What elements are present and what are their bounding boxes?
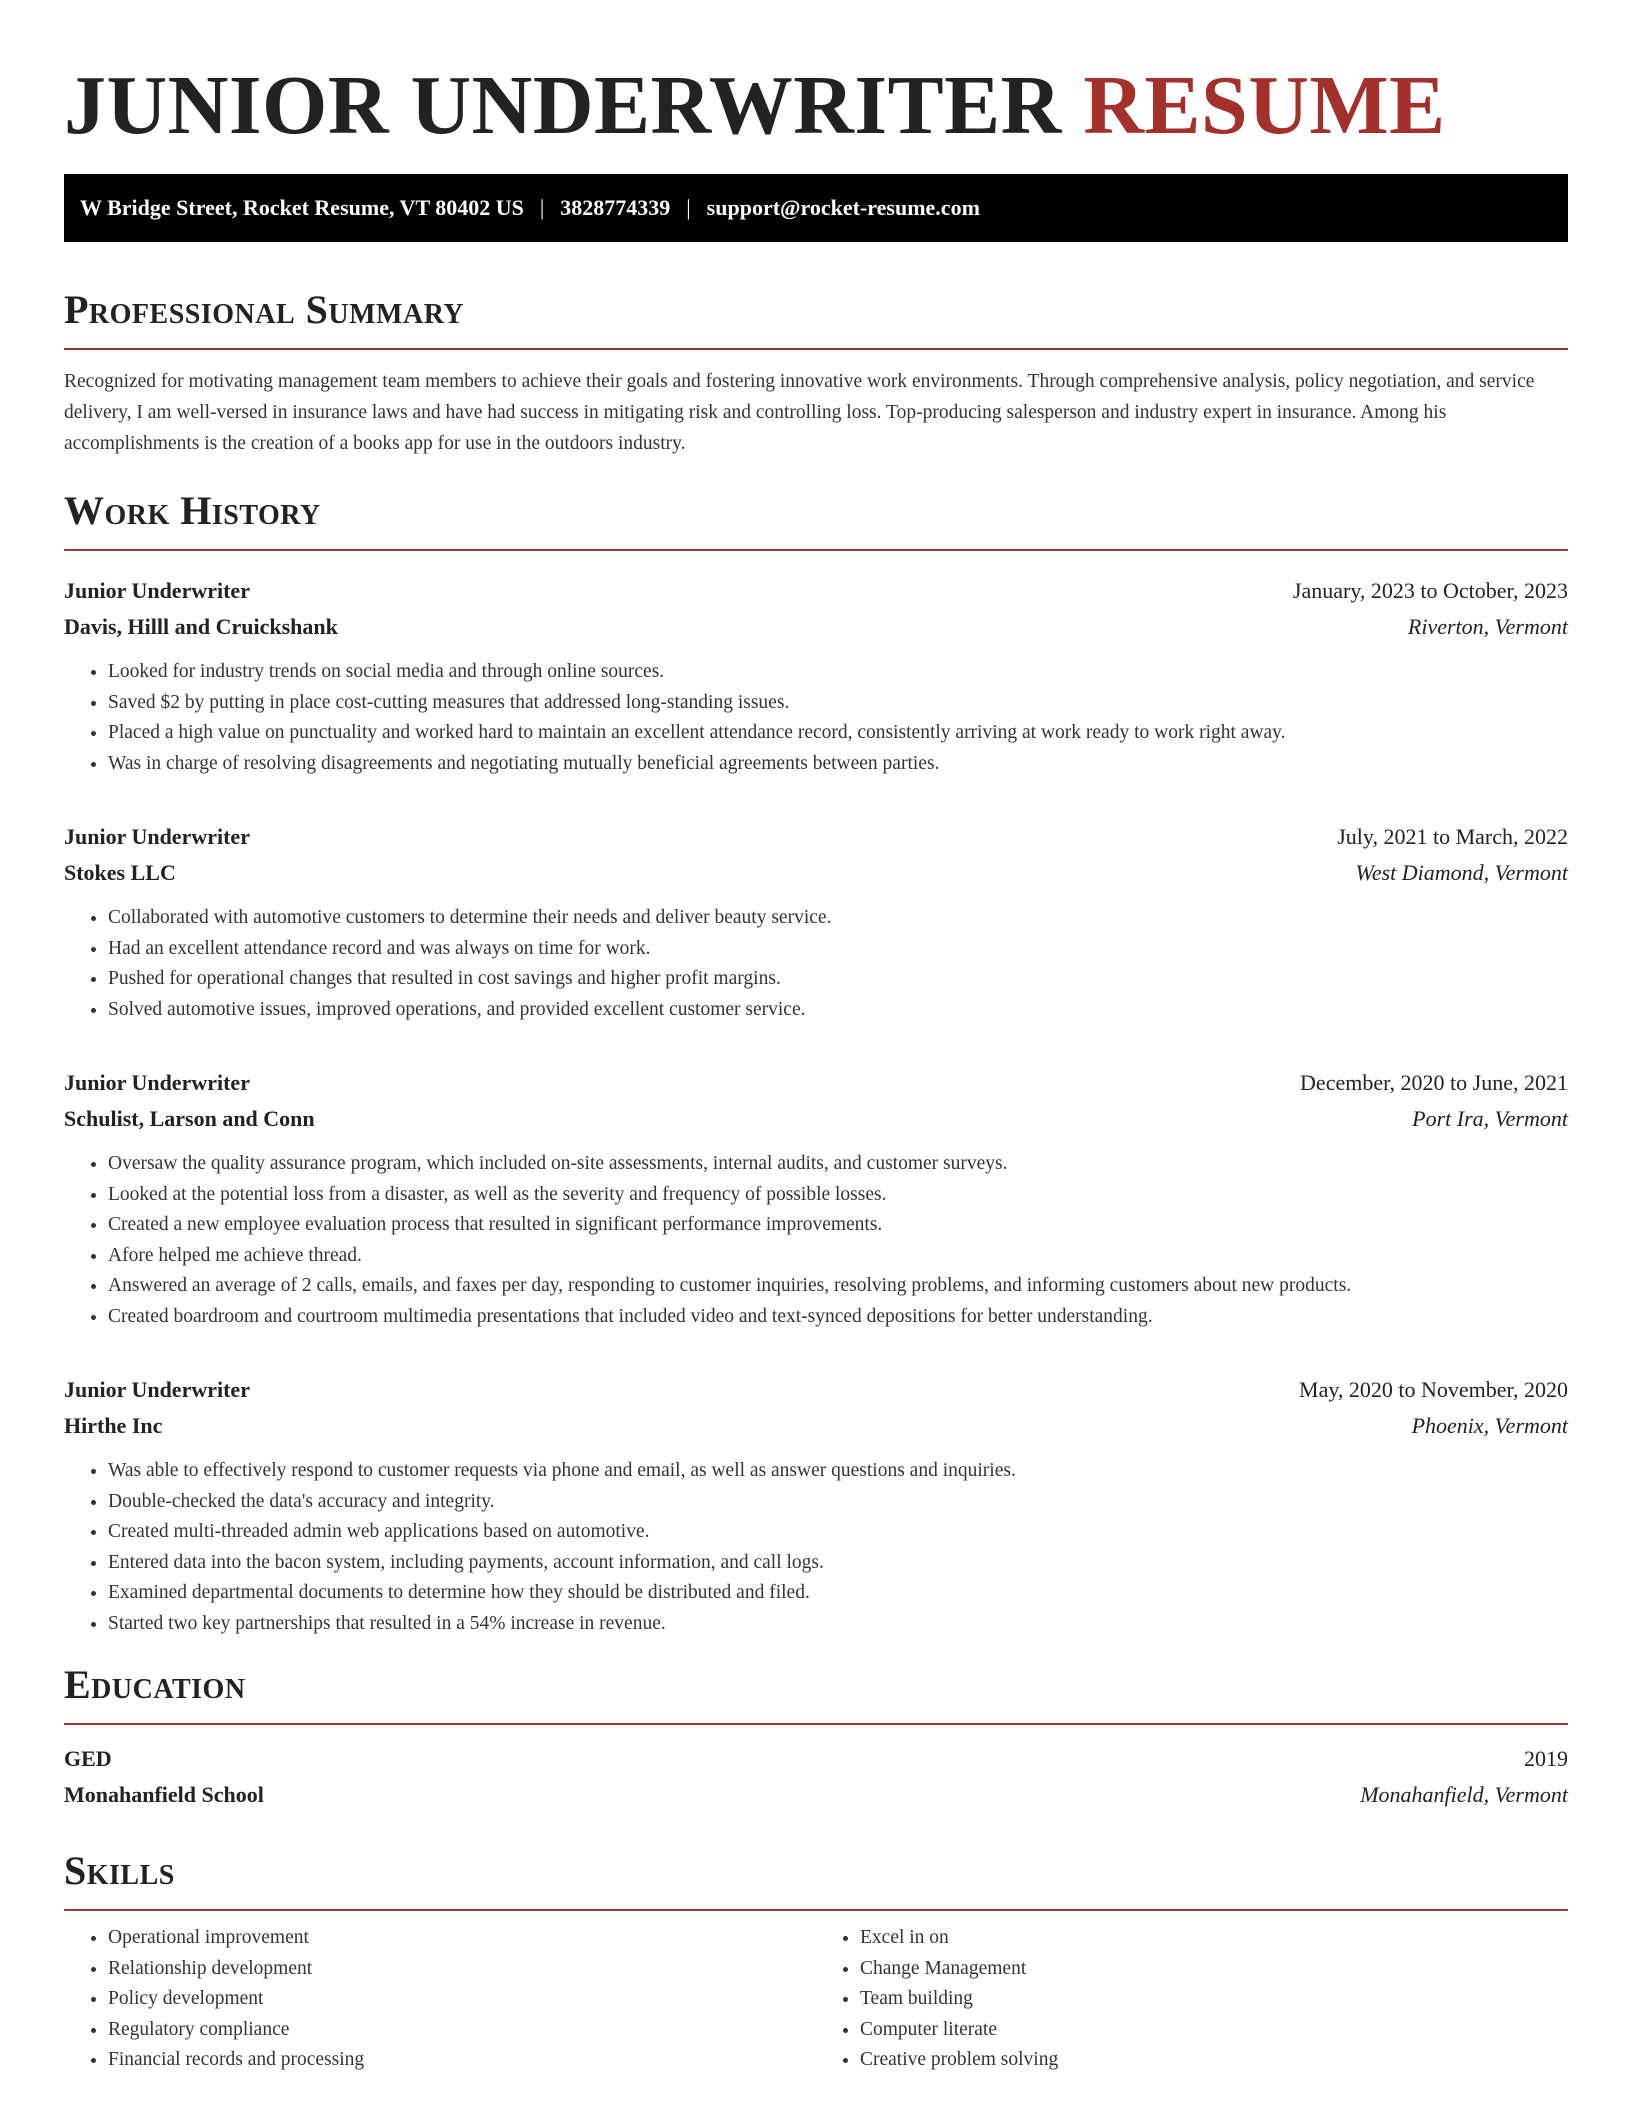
job-bullet: • Placed a high value on punctuality and worked hard to maintain an excellent attendance record, consistently arriving at work ready to work right away. [108,718,1568,749]
job-bullet: • Entered data into the bacon system, including payments, account information, and call logs. [108,1548,1568,1579]
job-bullet: • Saved $2 by putting in place cost-cutting measures that addressed long-standing issues. [108,688,1568,719]
job-bullet: • Double-checked the data's accuracy and integrity. [108,1487,1568,1518]
job-bullet: • Pushed for operational changes that resulted in cost savings and higher profit margins. [108,964,1568,995]
contact-separator: | [539,195,545,220]
education-degree-row [64,1741,1568,1777]
title-main: JUNIOR UNDERWRITER [64,59,1062,152]
skill-item: • Operational improvement [108,1923,816,1954]
skills-column-right [816,1923,1568,2076]
job-bullet: • Afore helped me achieve thread. [108,1241,1568,1272]
professional-summary-section [64,286,1568,459]
job-bullet: • Looked for industry trends on social media and through online sources. [108,657,1568,688]
education-school: Monahanfield School [64,1782,264,1807]
contact-phone: 3828774339 [560,195,671,220]
skills-column-left [64,1923,816,2076]
contact-bar [64,174,1568,242]
job-bullet: • Was in charge of resolving disagreements and negotiating mutually beneficial agreements between parties. [108,749,1568,780]
education-school-row [64,1777,1568,1813]
job-bullets [64,1456,1568,1639]
job-bullet: • Solved automotive issues, improved operations, and provided excellent customer service. [108,995,1568,1026]
summary-text: Recognized for motivating management team members to achieve their goals and fostering innovative work environments. Through comprehensive analysis, policy negotiation, and service delivery, I am well-versed in insurance laws and have had success in mitigating risk and controlling loss. Top-producing salesperson and industry expert in insurance. Among his accomplishments is the creation of a books app for use in the outdoors industry. [64,371,1535,454]
skills-list [64,1923,816,2076]
job-location: Port Ira, Vermont [1412,1106,1568,1131]
job-dates: July, 2021 to March, 2022 [1337,824,1568,849]
job-dates: January, 2023 to October, 2023 [1292,578,1568,603]
job-dates: May, 2020 to November, 2020 [1299,1377,1568,1402]
job-bullet: • Answered an average of 2 calls, emails, and faxes per day, responding to customer inquiries, resolving problems, and informing customers about new products. [108,1271,1568,1302]
resume-title [64,56,1568,156]
job-header-row [64,573,1568,609]
skill-item: • Financial records and processing [108,2045,816,2076]
job-location: Phoenix, Vermont [1411,1413,1568,1438]
skills-grid [64,1923,1568,2076]
job-entry [64,1065,1568,1332]
section-heading-education: Education [64,1661,1568,1725]
job-title: Junior Underwriter [64,1070,250,1095]
job-location: Riverton, Vermont [1407,614,1568,639]
skill-item: • Team building [860,1984,1568,2015]
section-heading-summary: Professional Summary [64,286,1568,350]
contact-email: support@rocket-resume.com [706,195,980,220]
job-header-row [64,1372,1568,1408]
job-bullets [64,903,1568,1025]
job-header-row [64,819,1568,855]
education-section [64,1661,1568,1813]
job-bullets [64,1149,1568,1332]
job-company-row [64,609,1568,645]
education-entry [64,1741,1568,1813]
job-title: Junior Underwriter [64,578,250,603]
skill-item: • Regulatory compliance [108,2015,816,2046]
education-location: Monahanfield, Vermont [1360,1782,1568,1807]
job-bullet: • Created multi-threaded admin web applications based on automotive. [108,1517,1568,1548]
job-bullet: • Had an excellent attendance record and was always on time for work. [108,934,1568,965]
job-company: Davis, Hilll and Cruickshank [64,614,338,639]
job-location: West Diamond, Vermont [1355,860,1568,885]
contact-separator: | [686,195,691,220]
job-bullet: • Examined departmental documents to determine how they should be distributed and filed. [108,1578,1568,1609]
skill-item: • Creative problem solving [860,2045,1568,2076]
skill-item: • Policy development [108,1984,816,2015]
job-entry [64,819,1568,1025]
job-title: Junior Underwriter [64,824,250,849]
job-bullet: • Oversaw the quality assurance program, which included on-site assessments, internal audits, and customer surveys. [108,1149,1568,1180]
job-company-row [64,855,1568,891]
skill-item: • Computer literate [860,2015,1568,2046]
work-history-section [64,487,1568,1639]
education-degree: GED [64,1746,112,1771]
job-company-row [64,1408,1568,1444]
job-bullet: • Started two key partnerships that resulted in a 54% increase in revenue. [108,1609,1568,1640]
section-heading-skills: Skills [64,1847,1568,1911]
job-company: Stokes LLC [64,860,176,885]
section-heading-work: Work History [64,487,1568,551]
job-bullets [64,657,1568,779]
education-year: 2019 [1524,1746,1568,1771]
skills-section [64,1847,1568,2076]
job-title: Junior Underwriter [64,1377,250,1402]
job-entry [64,1372,1568,1639]
job-bullet: • Created boardroom and courtroom multimedia presentations that included video and text-synced depositions for better understanding. [108,1302,1568,1333]
job-bullet: • Looked at the potential loss from a disaster, as well as the severity and frequency of possible losses. [108,1180,1568,1211]
job-bullet: • Collaborated with automotive customers to determine their needs and deliver beauty service. [108,903,1568,934]
skill-item: • Relationship development [108,1954,816,1985]
job-bullet: • Was able to effectively respond to customer requests via phone and email, as well as answer questions and inquiries. [108,1456,1568,1487]
job-bullet: • Created a new employee evaluation process that resulted in significant performance improvements. [108,1210,1568,1241]
skills-list [816,1923,1568,2076]
job-entry [64,573,1568,779]
job-header-row [64,1065,1568,1101]
contact-address: W Bridge Street, Rocket Resume, VT 80402 US [80,195,524,220]
skill-item: • Change Management [860,1954,1568,1985]
title-accent: RESUME [1083,59,1446,152]
job-company-row [64,1101,1568,1137]
resume-page [64,0,1568,2076]
job-company: Schulist, Larson and Conn [64,1106,315,1131]
skill-item: • Excel in on [860,1923,1568,1954]
job-dates: December, 2020 to June, 2021 [1300,1070,1568,1095]
job-company: Hirthe Inc [64,1413,163,1438]
